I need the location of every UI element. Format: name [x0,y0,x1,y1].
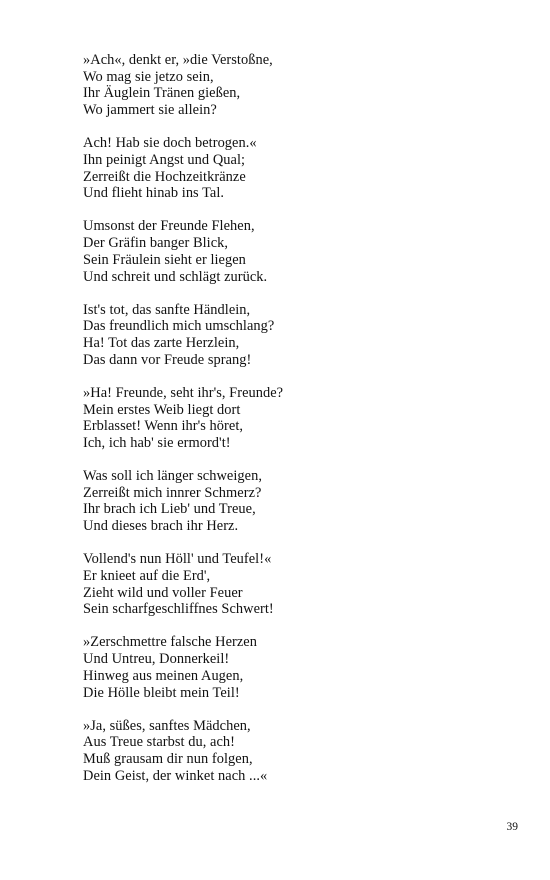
stanza-3 [83,218,523,285]
stanza-line: Zerreißt die Hochzeitkränze [83,168,246,185]
stanza-line: Vollend's nun Höll' und Teufel!« [83,551,272,568]
stanza-line: »Ja, süßes, sanftes Mädchen, [83,717,251,734]
stanza-line: Der Gräfin banger Blick, [83,235,229,252]
stanza-line: Zerreißt mich innrer Schmerz? [83,484,262,501]
stanza-1 [83,52,523,119]
stanza-line: Hinweg aus meinen Augen, [83,667,244,684]
stanza-4 [83,302,523,369]
stanza-line: »Ach«, denkt er, »die Verstoßne, [83,52,273,68]
stanza-line: Er knieet auf die Erd', [83,567,211,584]
stanza-line: Zieht wild und voller Feuer [83,584,243,601]
stanza-line: Und dieses brach ihr Herz. [83,518,239,535]
stanza-line: Wo jammert sie allein? [83,102,217,119]
stanza-line: »Zerschmettre falsche Herzen [83,634,257,651]
stanza-line: Wo mag sie jetzo sein, [83,68,214,85]
stanza-line: Ist's tot, das sanfte Händlein, [83,301,251,318]
stanza-line: Sein scharfgeschliffnes Schwert! [83,601,274,618]
stanza-line: Ihr Äuglein Tränen gießen, [83,85,241,102]
stanza-line: Ha! Tot das zarte Herzlein, [83,335,240,352]
stanza-line: Und flieht hinab ins Tal. [83,185,225,202]
stanza-line: Ihn peinigt Angst und Qual; [83,151,246,168]
stanza-line: Aus Treue starbst du, ach! [83,734,235,751]
stanza-line: Die Hölle bleibt mein Teil! [83,684,240,701]
stanza-5 [83,385,523,452]
page-number: 39 [506,821,518,833]
stanza-6 [83,468,523,535]
stanza-line: Mein erstes Weib liegt dort [83,401,241,418]
stanza-9 [83,718,523,785]
stanza-line: Muß grausam dir nun folgen, [83,751,253,768]
stanza-line: Ach! Hab sie doch betrogen.« [83,135,257,152]
stanza-2 [83,135,523,202]
stanza-7 [83,551,523,618]
stanza-line: Umsonst der Freunde Flehen, [83,218,255,235]
stanza-line: Und Untreu, Donnerkeil! [83,651,230,668]
stanza-line: Erblasset! Wenn ihr's höret, [83,418,244,435]
stanza-line: Was soll ich länger schweigen, [83,468,262,485]
stanza-line: Dein Geist, der winket nach ...« [83,767,268,784]
stanza-8 [83,634,523,701]
poem [83,52,523,801]
stanza-line: Und schreit und schlägt zurück. [83,268,268,285]
stanza-line: Ich, ich hab' sie ermord't! [83,434,231,451]
stanza-line: Ihr brach ich Lieb' und Treue, [83,501,256,518]
stanza-line: Das dann vor Freude sprang! [83,351,252,368]
stanza-line: »Ha! Freunde, seht ihr's, Freunde? [83,384,284,401]
stanza-line: Das freundlich mich umschlang? [83,318,275,335]
stanza-line: Sein Fräulein sieht er liegen [83,251,246,268]
